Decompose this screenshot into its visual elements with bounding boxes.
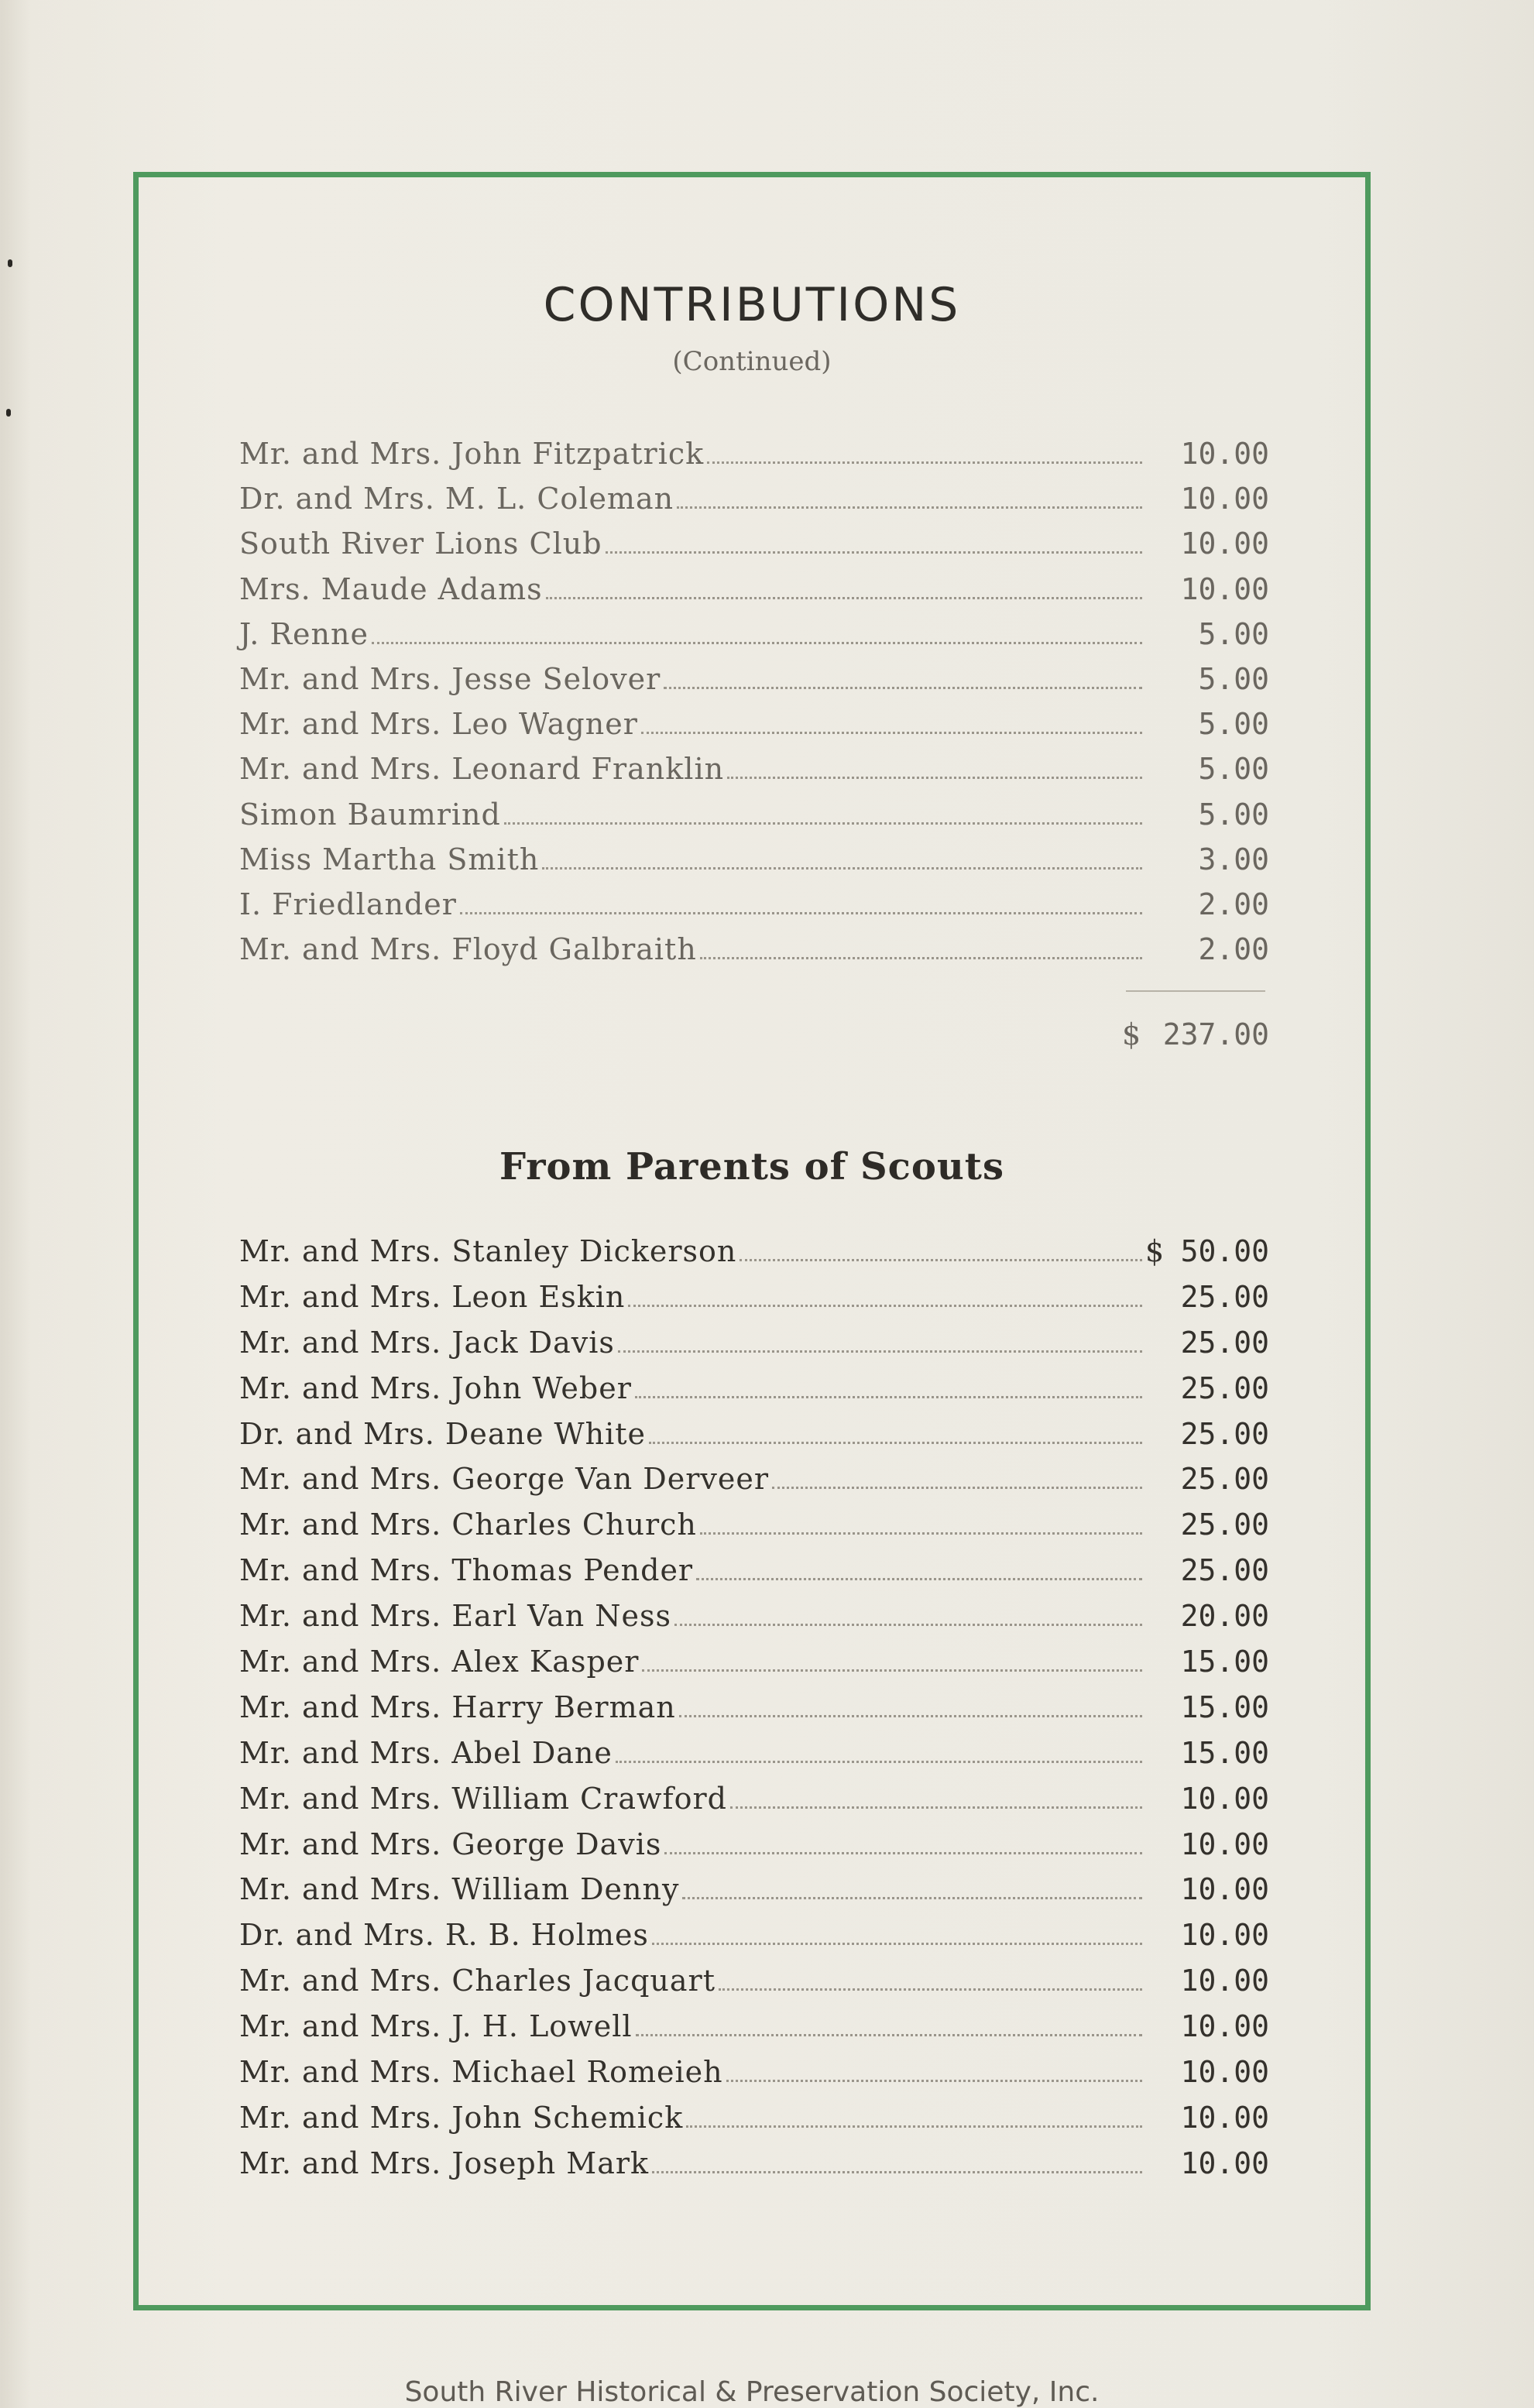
contributor-name: Mr. and Mrs. William Denny <box>239 1872 680 1907</box>
contribution-amount: 5.00 <box>1198 797 1269 832</box>
contributor-name: Dr. and Mrs. Deane White <box>239 1416 646 1451</box>
contribution-amount: 10.00 <box>1180 1964 1269 1998</box>
contribution-row <box>239 1234 1269 1280</box>
contribution-row <box>239 752 1269 797</box>
contributor-name: Mr. and Mrs. Leo Wagner <box>239 707 638 742</box>
contribution-row <box>239 662 1269 707</box>
dot-leader <box>649 1441 1142 1444</box>
contribution-amount: 5.00 <box>1198 707 1269 742</box>
contribution-amount: 50.00 <box>1180 1234 1269 1268</box>
contribution-amount: 5.00 <box>1198 661 1269 696</box>
contribution-amount: 25.00 <box>1180 1279 1269 1314</box>
contribution-amount: 25.00 <box>1180 1553 1269 1588</box>
contributor-name: Mr. and Mrs. Charles Church <box>239 1508 697 1542</box>
contributor-name: Mr. and Mrs. Harry Berman <box>239 1689 676 1724</box>
contribution-row <box>239 1326 1269 1371</box>
contributor-name: Mr. and Mrs. Floyd Galbraith <box>239 932 697 967</box>
dot-leader <box>664 686 1142 689</box>
contribution-amount: 10.00 <box>1180 482 1269 516</box>
dot-leader <box>372 641 1142 644</box>
page-title: CONTRIBUTIONS <box>543 278 961 332</box>
dot-leader <box>504 822 1142 825</box>
contributor-name: Mr. and Mrs. George Davis <box>239 1827 662 1861</box>
contributor-name: Miss Martha Smith <box>239 842 540 876</box>
contribution-amount: 10.00 <box>1180 571 1269 606</box>
parents-heading: From Parents of Scouts <box>499 1145 1004 1189</box>
contribution-amount: 15.00 <box>1180 1735 1269 1770</box>
contributor-name: Mr. and Mrs. Jesse Selover <box>239 661 661 696</box>
dot-leader <box>674 1623 1142 1626</box>
dot-leader <box>635 1395 1142 1398</box>
contribution-amount: 5.00 <box>1198 616 1269 651</box>
dot-leader <box>719 1988 1142 1991</box>
dot-leader <box>700 956 1142 959</box>
contribution-amount: 10.00 <box>1180 1872 1269 1907</box>
contributions-list <box>239 437 1269 977</box>
total-currency: $ <box>1122 1017 1141 1051</box>
contribution-row <box>239 2101 1269 2146</box>
contribution-row <box>239 482 1269 527</box>
contributor-name: Mrs. Maude Adams <box>239 571 543 606</box>
contribution-row <box>239 1645 1269 1690</box>
page-border-frame <box>133 172 1371 2408</box>
currency-symbol: $ <box>1145 1234 1165 1268</box>
contribution-row <box>239 1827 1269 1873</box>
contribution-row <box>239 437 1269 482</box>
contribution-row <box>239 707 1269 752</box>
contribution-amount: 25.00 <box>1180 1325 1269 1360</box>
contribution-amount: 10.00 <box>1180 1781 1269 1816</box>
dot-leader <box>707 461 1142 464</box>
contribution-amount: 10.00 <box>1180 2009 1269 2044</box>
contributor-name: Mr. and Mrs. Charles Jacquart <box>239 1964 716 1998</box>
contributor-name: Mr. and Mrs. Earl Van Ness <box>239 1599 672 1634</box>
contribution-amount: 20.00 <box>1180 1599 1269 1634</box>
contribution-amount: 15.00 <box>1180 1645 1269 1679</box>
contribution-row <box>239 1599 1269 1645</box>
dot-leader <box>700 1532 1142 1535</box>
contribution-amount: 15.00 <box>1180 1689 1269 1724</box>
contribution-row <box>239 1462 1269 1508</box>
contribution-row <box>239 1918 1269 1964</box>
contribution-row <box>239 1417 1269 1463</box>
dot-leader <box>652 2170 1142 2173</box>
contributor-name: Mr. and Mrs. John Fitzpatrick <box>239 437 705 471</box>
contribution-row <box>239 887 1269 932</box>
contribution-amount: 10.00 <box>1180 1918 1269 1953</box>
contribution-amount: 2.00 <box>1198 932 1269 967</box>
contributor-name: Mr. and Mrs. Thomas Pender <box>239 1553 694 1588</box>
dot-leader <box>740 1258 1142 1261</box>
contribution-row <box>239 1782 1269 1827</box>
dot-leader <box>618 1350 1142 1353</box>
contributor-name: Mr. and Mrs. Abel Dane <box>239 1735 613 1770</box>
contribution-row <box>239 1736 1269 1782</box>
contribution-amount: 25.00 <box>1180 1462 1269 1497</box>
contribution-row <box>239 527 1269 571</box>
contribution-row <box>239 932 1269 977</box>
contribution-row <box>239 1964 1269 2009</box>
contribution-row <box>239 1872 1269 1918</box>
contributor-name: South River Lions Club <box>239 527 602 561</box>
contribution-amount: 25.00 <box>1180 1370 1269 1405</box>
contributor-name: Mr. and Mrs. Alex Kasper <box>239 1645 640 1679</box>
dot-leader <box>686 2125 1142 2128</box>
contribution-amount: 25.00 <box>1180 1508 1269 1542</box>
contributor-name: Mr. and Mrs. J. H. Lowell <box>239 2009 633 2044</box>
dot-leader <box>652 1942 1142 1945</box>
contribution-row <box>239 2009 1269 2055</box>
contribution-row <box>239 1508 1269 1553</box>
contribution-amount: 2.00 <box>1198 887 1269 921</box>
contributor-name: Mr. and Mrs. Leon Eskin <box>239 1279 626 1314</box>
dot-leader <box>664 1851 1142 1854</box>
dot-leader <box>682 1896 1142 1899</box>
page-speck <box>6 409 11 417</box>
dot-leader <box>696 1577 1142 1580</box>
contribution-amount: 10.00 <box>1180 1827 1269 1861</box>
total-row <box>1122 1017 1269 1051</box>
contribution-row <box>239 842 1269 887</box>
dot-leader <box>542 866 1142 870</box>
dot-leader <box>628 1304 1142 1307</box>
dot-leader <box>546 596 1142 599</box>
total-rule <box>1126 990 1265 992</box>
contribution-row <box>239 2055 1269 2101</box>
contributor-name: Mr. and Mrs. Jack Davis <box>239 1325 615 1360</box>
contribution-amount: 10.00 <box>1180 2055 1269 2090</box>
contributor-name: Mr. and Mrs. Stanley Dickerson <box>239 1234 737 1268</box>
contribution-row <box>239 798 1269 842</box>
dot-leader <box>727 776 1142 779</box>
contribution-row <box>239 1280 1269 1326</box>
contribution-amount: 5.00 <box>1198 752 1269 787</box>
contributor-name: Mr. and Mrs. Leonard Franklin <box>239 752 725 787</box>
contribution-amount: 10.00 <box>1180 2100 1269 2135</box>
dot-leader <box>636 2033 1143 2036</box>
contribution-row <box>239 572 1269 617</box>
dot-leader <box>726 2079 1142 2082</box>
contribution-row <box>239 617 1269 662</box>
contribution-amount: 25.00 <box>1180 1416 1269 1451</box>
contribution-amount: 3.00 <box>1198 842 1269 876</box>
contributor-name: I. Friedlander <box>239 887 457 921</box>
total-amount: 237.00 <box>1162 1017 1269 1051</box>
contributor-name: Mr. and Mrs. William Crawford <box>239 1781 727 1816</box>
footer-watermark: South River Historical & Preservation Society, Inc. <box>404 2376 1100 2408</box>
page-speck <box>8 259 12 267</box>
contribution-amount: 10.00 <box>1180 437 1269 471</box>
page-subtitle: (Continued) <box>672 346 832 377</box>
contributor-name: Mr. and Mrs. Joseph Mark <box>239 2146 650 2180</box>
contribution-row <box>239 2146 1269 2192</box>
contributor-name: Dr. and Mrs. R. B. Holmes <box>239 1918 649 1953</box>
contribution-amount: 10.00 <box>1180 2146 1269 2180</box>
dot-leader <box>641 731 1142 734</box>
parents-list <box>239 1234 1269 2192</box>
dot-leader <box>460 911 1142 914</box>
contributor-name: J. Renne <box>239 616 369 651</box>
dot-leader <box>730 1806 1142 1809</box>
contributor-name: Mr. and Mrs. John Weber <box>239 1370 632 1405</box>
dot-leader <box>642 1669 1142 1672</box>
contributor-name: Mr. and Mrs. Michael Romeieh <box>239 2055 723 2090</box>
contribution-row <box>239 1371 1269 1417</box>
dot-leader <box>677 506 1142 509</box>
dot-leader <box>606 551 1142 554</box>
contribution-row <box>239 1553 1269 1599</box>
dot-leader <box>679 1714 1142 1717</box>
contributor-name: Dr. and Mrs. M. L. Coleman <box>239 482 674 516</box>
contribution-amount: 10.00 <box>1180 527 1269 561</box>
dot-leader <box>616 1760 1142 1763</box>
contributor-name: Mr. and Mrs. John Schemick <box>239 2100 684 2135</box>
contribution-row <box>239 1690 1269 1736</box>
contributor-name: Simon Baumrind <box>239 797 501 832</box>
dot-leader <box>772 1486 1142 1489</box>
contributor-name: Mr. and Mrs. George Van Derveer <box>239 1462 769 1497</box>
